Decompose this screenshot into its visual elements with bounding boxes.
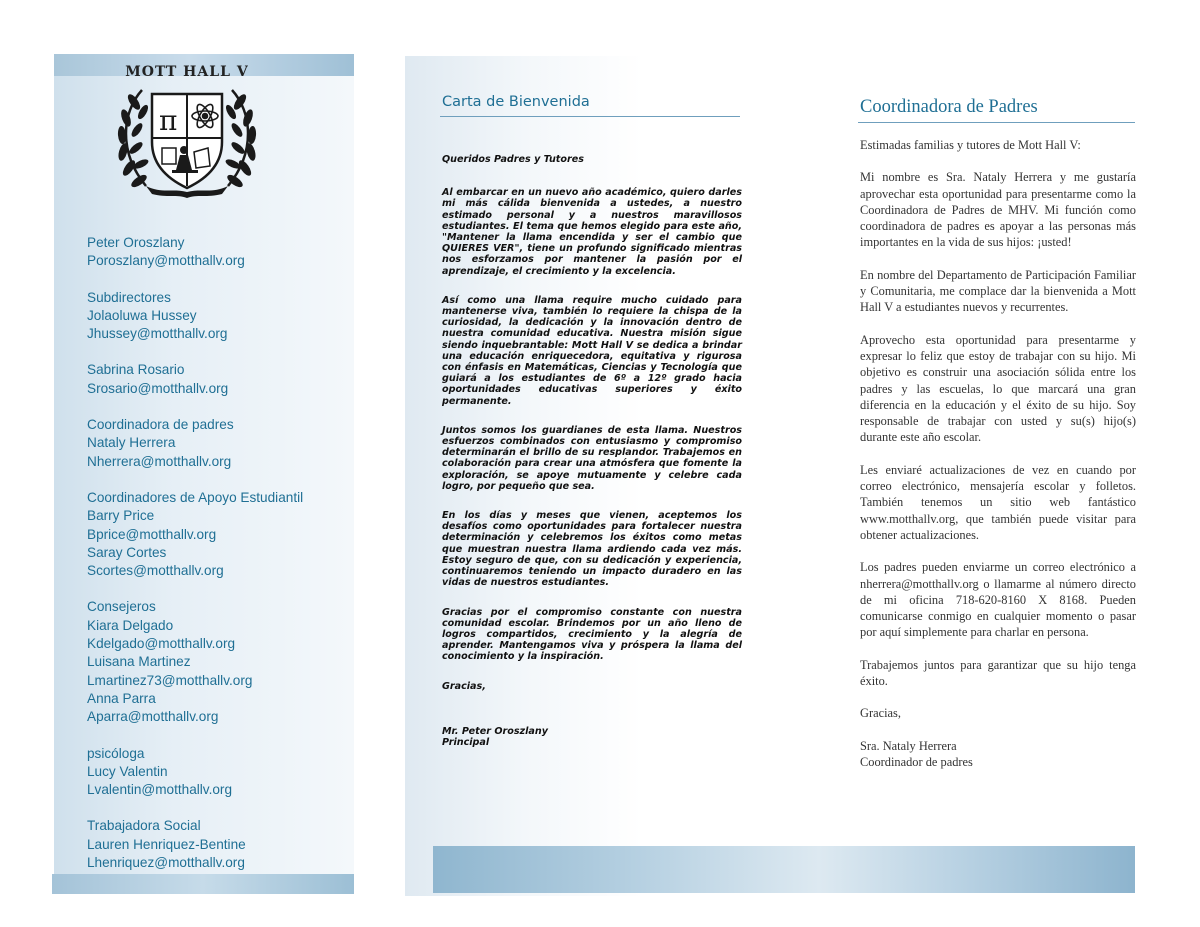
contact-text: Consejeros [87,599,156,615]
staff-directory [87,234,347,890]
contact-text: Peter Oroszlany [87,235,185,250]
contact-group [87,817,347,872]
contact-text: Barry Price [87,508,155,524]
contact-text: Lauren Henriquez-Bentine [87,836,246,852]
coordinator-paragraph: Estimadas familias y tutores de Mott Hall V: [860,138,1081,152]
letter-paragraph: En los días y meses que vienen, aceptemos los desafíos como oportunidades para fortalecer nuestra determinación y celebremos los éxitos como metas que muestran nuestra llama ardiendo cada vez más. Estoy seguro de que, con su dedicación y experiencia, continuaremos teniendo un impacto duradero en las vidas de nuestros estudiantes. [442,510,742,589]
contact-email[interactable]: Aparra@motthallv.org [87,709,219,725]
signature-name: Mr. Peter Oroszlany [442,725,548,737]
contact-text: Kiara Delgado [87,617,174,633]
school-crest [112,82,262,200]
contact-email[interactable]: Lhenriquez@motthallv.org [87,855,245,871]
contact-group [87,416,347,471]
signature-title: Principal [442,736,490,748]
coordinator-signature-title: Coordinador de padres [860,754,973,769]
coordinator-signature-name: Sra. Nataly Herrera [860,738,957,753]
contact-email[interactable]: Bprice@motthallv.org [87,526,217,542]
welcome-letter-title: Carta de Bienvenida [442,94,590,110]
welcome-letter [442,154,742,748]
contact-group [87,289,347,344]
coordinator-paragraph: Mi nombre es Sra. Nataly Herrera y me gustaría aprovechar esta oportunidad para presentarme como la Coordinadora de Padres de MHV. Mi función como coordinadora de padres es apoyar a las personas más importantes en la vida de sus hijos: ¡usted! [860,170,1136,250]
contact-email[interactable]: Poroszlany@motthallv.org [87,253,245,269]
contact-text: Jolaoluwa Hussey [87,307,197,323]
school-logo [112,60,262,200]
coordinator-paragraph: Les enviaré actualizaciones de vez en cuando por correo electrónico, mensajería escolar y folletos. También tenemos un sitio web fantástico www.motthallv.org, que también puede visitar para obtener actualizaciones. [860,462,1136,542]
parent-coordinator-title: Coordinadora de Padres [860,97,1038,117]
contact-text: Nataly Herrera [87,435,176,451]
bottom-band [433,846,1135,893]
contact-email[interactable]: Nherrera@motthallv.org [87,453,232,469]
logo-title: MOTT HALL V [125,64,249,80]
contact-email[interactable]: Lvalentin@motthallv.org [87,782,233,798]
letter-paragraph: Juntos somos los guardianes de esta llama. Nuestros esfuerzos combinados con entusiasmo y compromiso determinarán el brillo de su resplandor. Trabajemos en colaboración para crear una atmósfera que fomente la exploración, se apoye mutuamente y celebre cada logro, por pequeño que sea. [442,424,742,492]
coordinator-paragraph: Los padres pueden enviarme un correo electrónico a nherrera@motthallv.org o llamarme al número directo de mi oficina 718-620-8160 X 8168. Pueden comunicarse conmigo en cualquier momento o pasar por aquí simplemente para charlar en persona. [860,560,1136,640]
contact-text: Subdirectores [87,289,171,305]
letter-paragraph: Así como una llama require mucho cuidado para mantenerse viva, también lo requiere la chispa de la curiosidad, la dedicación y la innovación dentro de nuestra comunidad educativa. Nuestra misión sigue siendo inquebrantable: Mott Hall V se dedica a brindar una educación enriquecedora, equitativa y rigurosa con énfasis en Matemáticas, Ciencias y Tecnología que guiará a los estudiantes de 6º a 12º grado hacia oportunidades educativas superiores y éxito permanente. [442,294,742,407]
letter-paragraph: Gracias por el compromiso constante con nuestra comunidad escolar. Brindemos por un año lleno de logros compartidos, crecimiento y la alegría de aprender. Mantengamos viva y próspera la llama del conocimiento y la inspiración. [442,606,742,663]
contact-group [87,489,347,580]
coordinator-paragraph: Aprovecho esta oportunidad para presentarme y expresar lo feliz que estoy de trabajar con su hijo. Mi objetivo es construir una asociación sólida entre los padres y las escuelas, lo que marcará una gran diferencia en la educación y el éxito de su hijo. Soy responsable de trabajar con usted y su(s) hijo(s) durante este año escolar. [860,332,1136,445]
contact-group [87,234,347,271]
contact-text: Coordinadores de Apoyo Estudiantil [87,489,304,505]
contact-email[interactable]: Lmartinez73@motthallv.org [87,672,253,688]
contact-email[interactable]: Srosario@motthallv.org [87,380,229,396]
contact-email[interactable]: Scortes@motthallv.org [87,563,224,579]
contact-group [87,598,347,726]
contact-text: Trabajadora Social [87,818,201,834]
pi-icon: π [159,104,178,137]
contact-text: Luisana Martinez [87,654,191,670]
contact-text: Sabrina Rosario [87,362,185,378]
title-divider [440,116,740,117]
contact-text: Lucy Valentin [87,763,168,779]
title-divider [858,122,1135,123]
contact-text: Anna Parra [87,690,156,706]
contact-text: Saray Cortes [87,544,167,560]
contact-email[interactable]: Kdelgado@motthallv.org [87,636,236,652]
contact-text: psicóloga [87,745,145,761]
letter-greeting: Queridos Padres y Tutores [442,154,584,165]
coordinator-paragraph: En nombre del Departamento de Participación Familiar y Comunitaria, me complace dar la bienvenida a Mott Hall V a estudiantes nuevos y recurrentes. [860,267,1136,315]
coordinator-paragraph: Gracias, [860,706,901,721]
contact-text: Coordinadora de padres [87,417,234,433]
coordinator-letter [860,137,1136,770]
letter-paragraph: Al embarcar en un nuevo año académico, quiero darles mi más cálida bienvenida a ustedes, a nuestro estimado personal y a nuestros maravillosos estudiantes. El tema que hemos elegido para este año, "Mantener la llama encendida y ser el cambio que QUIERES VER", tiene un profundo significado mientras nos esforzamos por mantener la pasión por el aprendizaje, el crecimiento y la excelencia. [442,187,742,277]
contact-group [87,745,347,800]
contact-group [87,361,347,398]
contact-email[interactable]: Jhussey@motthallv.org [87,326,228,342]
letter-closing: Gracias, [442,680,486,692]
coordinator-paragraph: Trabajemos juntos para garantizar que su hijo tenga éxito. [860,657,1136,689]
